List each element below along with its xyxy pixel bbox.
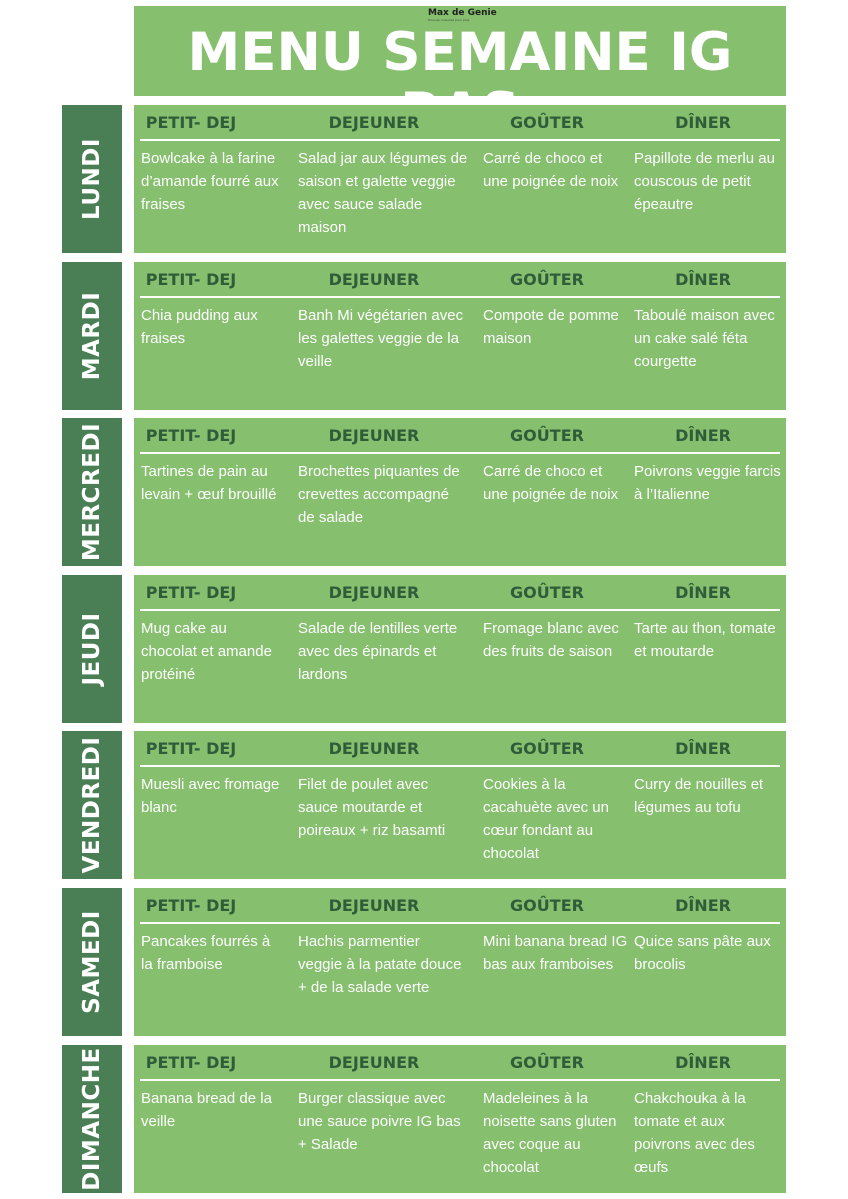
divider <box>140 296 780 298</box>
meal-cell: Fromage blanc avec des fruits de saison <box>483 620 619 660</box>
day-row <box>0 888 848 1036</box>
column-header: DEJEUNER <box>328 739 420 758</box>
meal-cell: Mini banana bread IG bas aux framboises <box>483 933 628 973</box>
day-name: JEUDI <box>79 612 105 686</box>
day-tab <box>62 575 122 723</box>
column-header: PETIT- DEJ <box>145 896 237 915</box>
meal-cell: Curry de nouilles et légumes au tofu <box>634 776 764 816</box>
meal-cell: Banh Mi végétarien avec les galettes veggie de la veille <box>298 307 464 370</box>
day-name: MARDI <box>79 291 105 381</box>
column-header: DEJEUNER <box>328 896 420 915</box>
column-header: DÎNER <box>675 896 731 915</box>
column-header: GOÛTER <box>510 113 584 132</box>
title-banner <box>134 6 786 96</box>
meal-cell: Muesli avec fromage blanc <box>141 776 280 816</box>
meal-panel <box>134 1045 786 1193</box>
meal-cell: Bowlcake à la farine d’amande fourré aux fraises <box>141 150 279 213</box>
day-row <box>0 262 848 410</box>
meal-cell: Madeleines à la noisette sans gluten avec coque au chocolat <box>483 1090 617 1176</box>
column-header: PETIT- DEJ <box>145 270 237 289</box>
day-tab <box>62 418 122 566</box>
divider <box>140 1079 780 1081</box>
meal-cell: Poivrons veggie farcis à l’Italienne <box>634 463 781 503</box>
page-title: MENU SEMAINE IG <box>187 22 733 83</box>
day-name: VENDREDI <box>79 736 105 874</box>
meal-cell: Brochettes piquantes de crevettes accompagné de salade <box>298 463 460 526</box>
meal-cell: Papillote de merlu au couscous de petit épeautre <box>634 150 775 213</box>
column-header: DÎNER <box>675 1053 731 1072</box>
meal-cell: Tarte au thon, tomate et moutarde <box>634 620 776 660</box>
meal-panel <box>134 418 786 566</box>
meal-cell: Carré de choco et une poignée de noix <box>483 150 619 190</box>
meal-cell: Quice sans pâte aux brocolis <box>634 933 771 973</box>
column-header: DÎNER <box>675 426 731 445</box>
day-row <box>0 418 848 566</box>
brand-logo <box>428 9 497 22</box>
meal-cell: Banana bread de la veille <box>141 1090 272 1130</box>
day-row <box>0 731 848 879</box>
column-header: DEJEUNER <box>328 270 420 289</box>
meal-cell: Filet de poulet avec sauce moutarde et poireaux + riz basamti <box>298 776 446 839</box>
meal-cell: Chakchouka à la tomate et aux poivrons avec des œufs <box>634 1090 755 1176</box>
meal-panel <box>134 105 786 253</box>
meal-panel <box>134 575 786 723</box>
day-row <box>0 1045 848 1193</box>
column-header: GOÛTER <box>510 426 584 445</box>
column-header: DEJEUNER <box>328 1053 420 1072</box>
day-row <box>0 105 848 253</box>
column-header: DEJEUNER <box>328 583 420 602</box>
meal-cell: Pancakes fourrés à la framboise <box>141 933 271 973</box>
divider <box>140 922 780 924</box>
column-header: GOÛTER <box>510 583 584 602</box>
meal-cell: Compote de pomme maison <box>483 307 619 347</box>
divider <box>140 609 780 611</box>
column-header: PETIT- DEJ <box>145 583 237 602</box>
column-header: PETIT- DEJ <box>145 1053 237 1072</box>
day-tab <box>62 888 122 1036</box>
meal-panel <box>134 262 786 410</box>
column-header: PETIT- DEJ <box>145 739 237 758</box>
day-name: LUNDI <box>79 138 105 220</box>
brand-tagline: Trouvez, mesurez pour plus <box>428 18 470 22</box>
meal-panel <box>134 888 786 1036</box>
column-header: GOÛTER <box>510 270 584 289</box>
divider <box>140 452 780 454</box>
meal-cell: Salade de lentilles verte avec des épinards et lardons <box>298 620 458 683</box>
column-header: DÎNER <box>675 270 731 289</box>
day-tab <box>62 262 122 410</box>
day-row <box>0 575 848 723</box>
day-tab <box>62 105 122 253</box>
day-name: SAMEDI <box>79 910 105 1014</box>
meal-cell: Chia pudding aux fraises <box>141 307 258 347</box>
divider <box>140 139 780 141</box>
meal-panel <box>134 731 786 879</box>
day-tab <box>62 1045 122 1193</box>
brand-name: Max de Genie <box>428 8 497 18</box>
column-header: DEJEUNER <box>328 426 420 445</box>
day-name: MERCREDI <box>79 422 105 562</box>
column-header: DÎNER <box>675 113 731 132</box>
meal-cell: Hachis parmentier veggie à la patate douce + de la salade verte <box>298 933 462 996</box>
column-header: GOÛTER <box>510 739 584 758</box>
meal-cell: Mug cake au chocolat et amande protéiné <box>141 620 272 683</box>
meal-cell: Taboulé maison avec un cake salé féta courgette <box>634 307 775 370</box>
meal-cell: Cookies à la cacahuète avec un cœur fondant au chocolat <box>483 776 609 862</box>
column-header: DÎNER <box>675 583 731 602</box>
meal-cell: Salad jar aux légumes de saison et galette veggie avec sauce salade maison <box>298 150 468 236</box>
column-header: DÎNER <box>675 739 731 758</box>
day-tab <box>62 731 122 879</box>
meal-cell: Burger classique avec une sauce poivre IG bas + Salade <box>298 1090 461 1153</box>
meal-cell: Tartines de pain au levain + œuf brouillé <box>141 463 277 503</box>
column-header: DEJEUNER <box>328 113 420 132</box>
column-header: PETIT- DEJ <box>145 113 237 132</box>
divider <box>140 765 780 767</box>
meal-cell: Carré de choco et une poignée de noix <box>483 463 619 503</box>
column-header: PETIT- DEJ <box>145 426 237 445</box>
column-header: GOÛTER <box>510 1053 584 1072</box>
day-name: DIMANCHE <box>79 1047 105 1191</box>
column-header: GOÛTER <box>510 896 584 915</box>
